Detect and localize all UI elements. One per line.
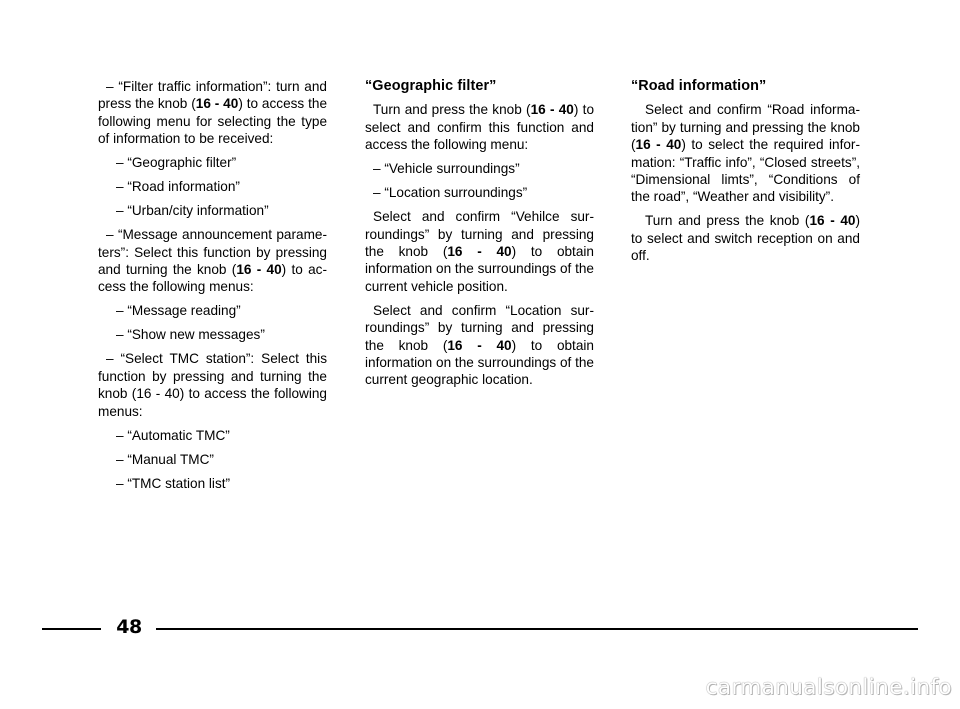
list-item: – “Automatic TMC” bbox=[116, 427, 230, 443]
select-tmc-paragraph: – “Select TMC station”: Select this function by pressing and turning the knob (16 - 40) to access the following menus: bbox=[98, 351, 327, 419]
paragraph: Select and confirm “Location surroundings” by turning and pressing the knob (16 - 40) to obtain information on the surroundings of the current geographic location. bbox=[365, 302, 594, 388]
message-parameters-paragraph: – “Message announcement parameters”: Select this function by pressing and turning the knob (16 - 40) to access the following menus: bbox=[98, 227, 328, 295]
list-item: – “Geographic filter” bbox=[116, 155, 237, 171]
column-middle bbox=[365, 78, 594, 395]
list-item: – “Manual TMC” bbox=[116, 451, 214, 467]
paragraph: Select and confirm “Road information” by turning and pressing the knob (16 - 40) to select the required information: “Traffic info”, “Closed streets”, “Dimensional limts”, “Conditions of the road”, “Weather and visibility”. bbox=[631, 102, 860, 205]
knob-reference: 16 - 40 bbox=[447, 337, 512, 353]
knob-reference: 16 - 40 bbox=[530, 102, 574, 118]
knob-reference: 16 - 40 bbox=[447, 244, 512, 260]
column-left bbox=[98, 78, 327, 499]
watermark: carmanualsonline.info bbox=[705, 675, 952, 700]
knob-reference: 16 - 40 bbox=[635, 137, 682, 153]
footer-rule-right bbox=[156, 628, 918, 630]
list-item: – “Road information” bbox=[116, 179, 240, 195]
list-item: – “Show new messages” bbox=[116, 327, 265, 343]
list-item: – “Urban/city information” bbox=[116, 203, 269, 219]
list-item: – “TMC station list” bbox=[116, 475, 231, 491]
knob-reference: 16 - 40 bbox=[809, 213, 856, 229]
page-number: 48 bbox=[116, 616, 142, 638]
list-item: – “Location surroundings” bbox=[373, 185, 528, 201]
paragraph: Turn and press the knob (16 - 40) to select and switch reception on and off. bbox=[631, 213, 860, 264]
column-right bbox=[631, 78, 860, 271]
list-item: – “Vehicle surroundings” bbox=[373, 161, 520, 177]
paragraph: Turn and press the knob (16 - 40) to select and confirm this function and access the following menu: bbox=[365, 102, 594, 153]
list-item: – “Message reading” bbox=[116, 303, 241, 319]
footer-rule-left bbox=[42, 628, 101, 630]
knob-reference: 16 - 40 bbox=[195, 96, 239, 112]
section-heading-road-information: “Road information” bbox=[631, 78, 767, 94]
filter-traffic-paragraph: – “Filter traffic information”: turn and press the knob (16 - 40) to access the following menu for selecting the type of information to be received: bbox=[98, 79, 328, 147]
paragraph: Select and confirm “Vehilce surroundings” by turning and pressing the knob (16 - 40) to obtain information on the surroundings of the current vehicle position. bbox=[365, 209, 594, 294]
section-heading-geographic-filter: “Geographic filter” bbox=[365, 78, 497, 94]
knob-reference: 16 - 40 bbox=[236, 262, 282, 278]
